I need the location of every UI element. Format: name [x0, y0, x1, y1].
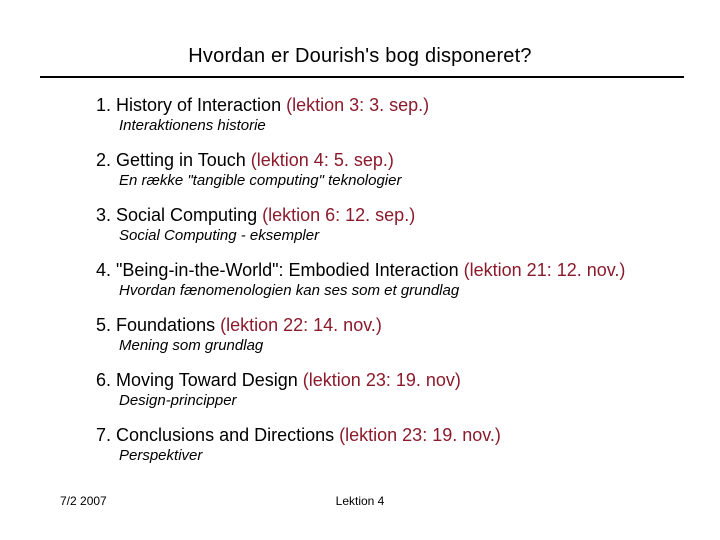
chapter-lesson: (lektion 3: 3. sep.)	[286, 95, 430, 115]
chapter-item-4	[96, 259, 706, 314]
chapter-item-3	[96, 204, 706, 259]
chapter-title: 4. "Being-in-the-World": Embodied Interaction	[96, 260, 459, 280]
chapter-title: 3. Social Computing	[96, 205, 258, 225]
footer-date: 7/2 2007	[60, 494, 107, 508]
chapter-title: 7. Conclusions and Directions	[96, 425, 335, 445]
slide-title: Hvordan er Dourish's bog disponeret?	[188, 45, 532, 67]
chapter-lesson: (lektion 23: 19. nov.)	[339, 425, 501, 445]
chapter-heading	[96, 204, 706, 226]
chapter-subtitle: Social Computing - eksempler	[119, 227, 320, 244]
title-divider	[40, 76, 684, 78]
chapter-lesson: (lektion 23: 19. nov)	[302, 370, 461, 390]
chapter-subtitle: Mening som grundlag	[119, 337, 264, 354]
chapter-item-5	[96, 314, 706, 369]
chapter-subtitle: Interaktionens historie	[119, 117, 266, 134]
chapter-title: 5. Foundations	[96, 315, 216, 335]
chapter-lesson: (lektion 21: 12. nov.)	[463, 260, 626, 280]
chapter-lesson: (lektion 22: 14. nov.)	[220, 315, 382, 335]
chapter-title: 6. Moving Toward Design	[96, 370, 298, 390]
chapter-title: 2. Getting in Touch	[96, 150, 246, 170]
chapter-subtitle: En række "tangible computing" teknologier	[119, 172, 402, 189]
chapter-lesson: (lektion 6: 12. sep.)	[262, 205, 416, 225]
chapter-subtitle: Design-principper	[119, 392, 237, 409]
chapter-lesson: (lektion 4: 5. sep.)	[250, 150, 394, 170]
chapter-title: 1. History of Interaction	[96, 95, 282, 115]
chapter-item-2	[96, 149, 706, 204]
chapter-subtitle: Hvordan fænomenologien kan ses som et grundlag	[119, 282, 460, 299]
chapter-heading	[96, 314, 706, 336]
chapter-heading	[96, 259, 706, 281]
chapter-item-6	[96, 369, 706, 424]
footer-lesson-label: Lektion 4	[335, 494, 385, 508]
chapter-heading	[96, 94, 706, 116]
chapter-list	[96, 94, 706, 479]
chapter-item-7	[96, 424, 706, 479]
chapter-heading	[96, 424, 706, 446]
chapter-heading	[96, 369, 706, 391]
chapter-subtitle: Perspektiver	[119, 447, 203, 464]
chapter-heading	[96, 149, 706, 171]
chapter-item-1	[96, 94, 706, 149]
